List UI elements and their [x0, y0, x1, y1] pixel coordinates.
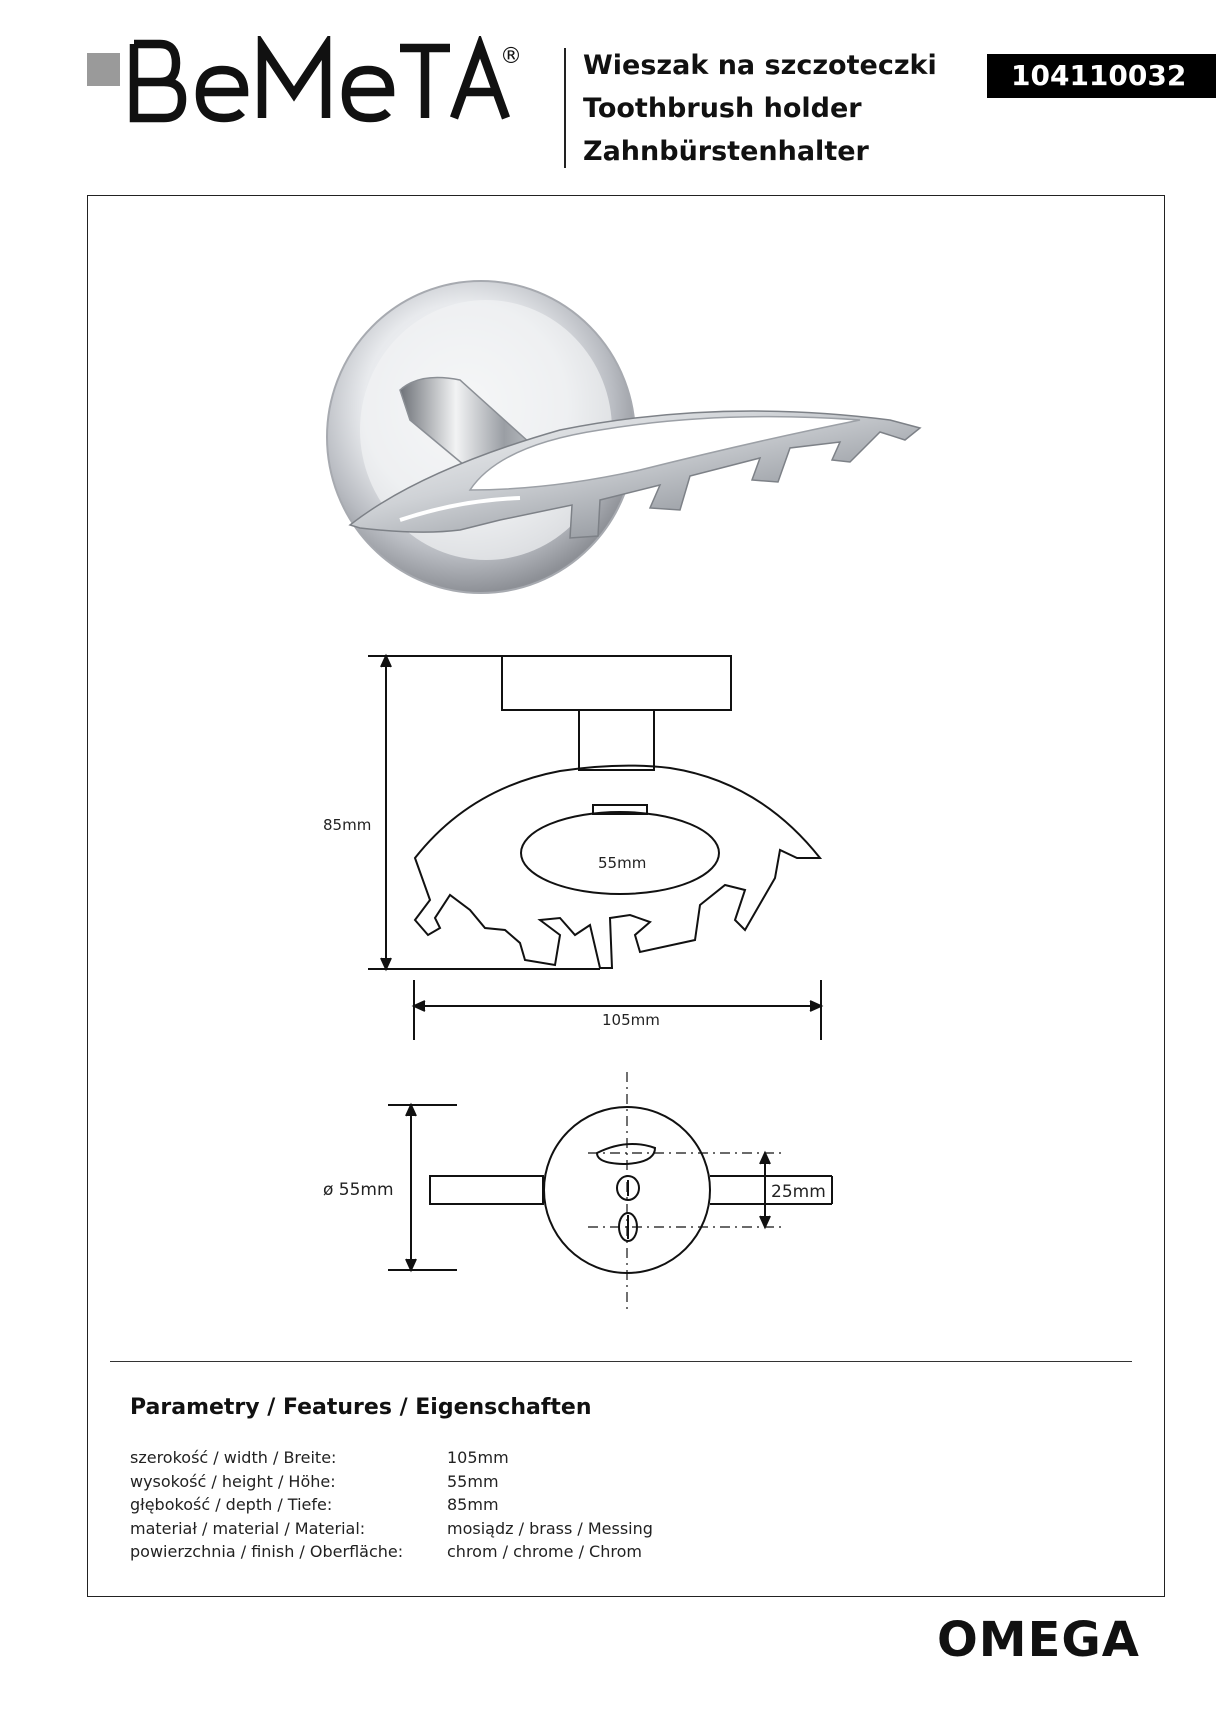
spec-row — [130, 1519, 830, 1543]
spec-row — [130, 1448, 830, 1472]
spec-label: głębokość / depth / Tiefe: — [130, 1495, 333, 1514]
dim-diameter-label: ø 55mm — [323, 1180, 394, 1200]
spec-label: wysokość / height / Höhe: — [130, 1471, 336, 1491]
spec-value: 85mm — [447, 1495, 499, 1514]
spec-value: 105mm — [447, 1448, 509, 1467]
spec-value: mosiądz / brass / Messing — [447, 1518, 653, 1538]
spec-value: chrom / chrome / Chrom — [447, 1542, 642, 1561]
title-polish: Wieszak na szczoteczki — [583, 50, 937, 81]
product-image — [327, 281, 920, 593]
product-code: 104110032 — [987, 54, 1216, 98]
top-view-drawing — [388, 1072, 832, 1310]
front-view-drawing — [368, 656, 821, 1040]
features-table — [130, 1448, 830, 1566]
title-german: Zahnbürstenhalter — [583, 136, 869, 167]
features-title: Parametry / Features / Eigenschaften — [130, 1395, 592, 1420]
title-english: Toothbrush holder — [583, 93, 862, 124]
series-name: OMEGA — [937, 1612, 1140, 1668]
spec-row — [130, 1495, 830, 1519]
spec-row — [130, 1542, 830, 1566]
section-divider — [110, 1361, 1132, 1362]
dim-opening-label: 55mm — [598, 854, 647, 872]
spec-value: 55mm — [447, 1471, 499, 1491]
dim-spacing-label: 25mm — [771, 1182, 826, 1202]
dim-width-label: 105mm — [602, 1011, 660, 1029]
dim-height-label: 85mm — [323, 816, 372, 834]
spec-label: materiał / material / Material: — [130, 1518, 366, 1538]
registered-mark: ® — [500, 44, 522, 69]
spec-label: szerokość / width / Breite: — [130, 1448, 337, 1467]
spec-label: powierzchnia / finish / Oberfläche: — [130, 1542, 404, 1561]
spec-row — [130, 1472, 830, 1496]
